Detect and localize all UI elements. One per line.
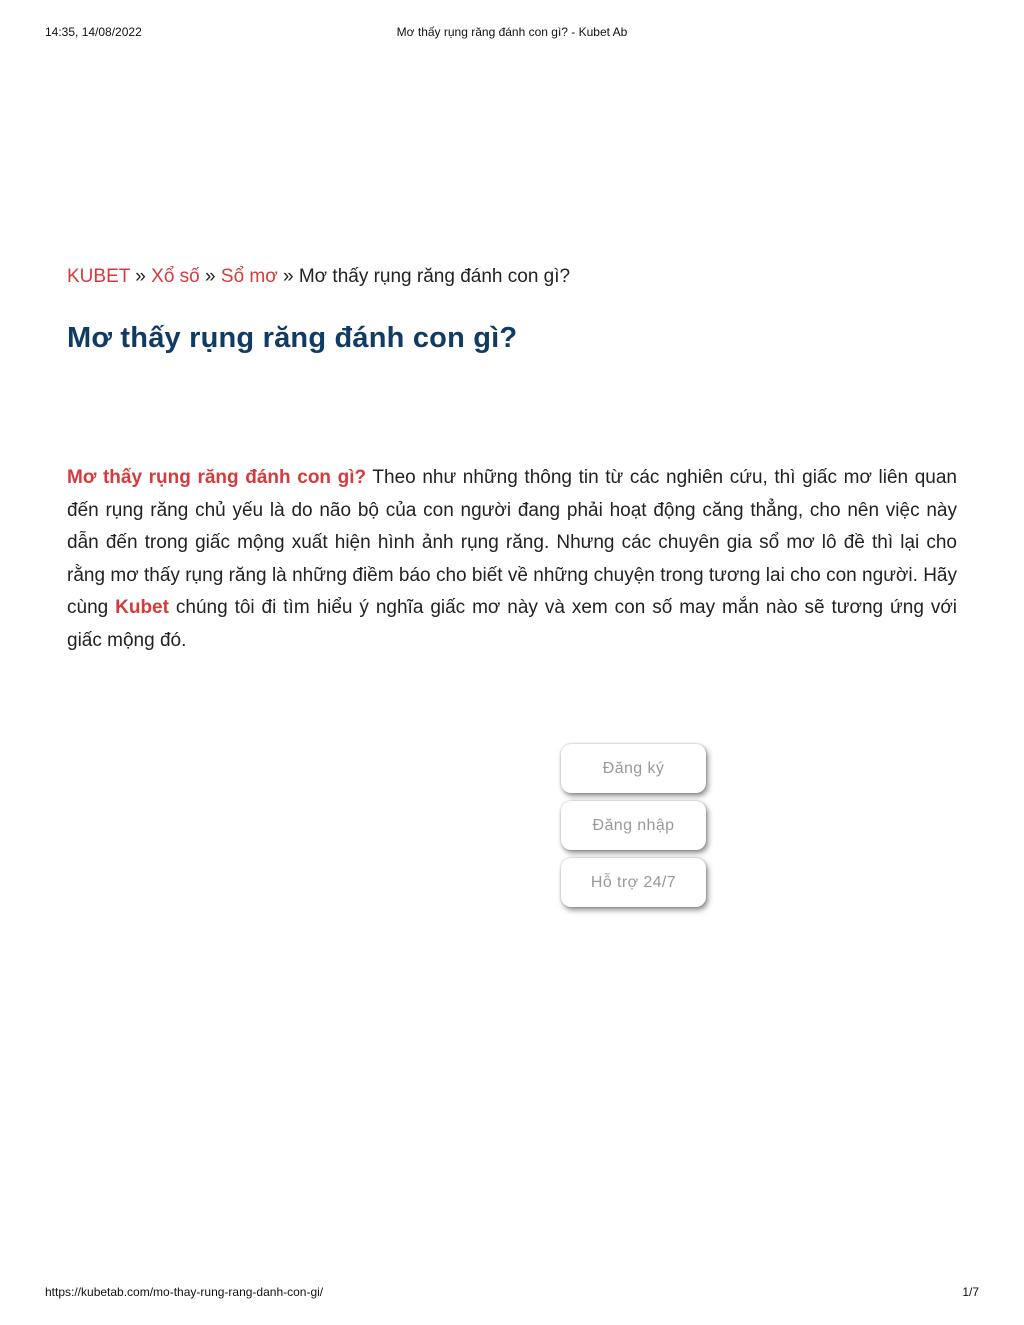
breadcrumb-link-so-mo[interactable]: Sổ mơ xyxy=(220,266,278,287)
print-footer-url: https://kubetab.com/mo-thay-rung-rang-danh-con-gi/ xyxy=(45,1285,324,1299)
login-button[interactable]: Đăng nhập xyxy=(561,801,706,850)
breadcrumb-link-kubet[interactable]: KUBET xyxy=(67,266,131,287)
intro-text-part2: chúng tôi đi tìm hiểu ý nghĩa giấc mơ này và xem con số may mắn nào sẽ tương ứng với giấc mộng đó. xyxy=(67,597,957,651)
breadcrumb-link-xo-so[interactable]: Xổ số xyxy=(151,266,200,287)
article-intro xyxy=(67,462,957,657)
print-page-title: Mơ thấy rụng răng đánh con gì? - Kubet Ab xyxy=(396,25,628,39)
breadcrumb-current: Mơ thấy rụng răng đánh con gì? xyxy=(298,266,571,287)
breadcrumb-separator: » xyxy=(205,266,216,287)
breadcrumb-separator: » xyxy=(282,266,294,287)
article-title: Mơ thấy rụng răng đánh con gì? xyxy=(67,322,518,354)
breadcrumb-separator: » xyxy=(135,266,146,287)
intro-text-part1: Theo như những thông tin từ các nghiên cứu, thì giấc mơ liên quan đến rụng răng chủ yếu là do não bộ của con người đang phải hoạt động căng thẳng, cho nên việc này dẫn đến trong giấc mộng xuất hiện hình ảnh rụng răng. Nhưng các chuyên gia sổ mơ lô đề thì lại cho rằng mơ thấy rụng răng là những điềm báo cho biết về những chuyện trong tương lai cho con người. Hãy cùng xyxy=(67,467,957,618)
support-button[interactable]: Hỗ trợ 24/7 xyxy=(561,858,706,907)
register-button[interactable]: Đăng ký xyxy=(561,744,706,793)
print-page-number: 1/7 xyxy=(962,1285,979,1299)
print-datetime: 14:35, 14/08/2022 xyxy=(45,25,142,39)
intro-brand-link[interactable]: Kubet xyxy=(115,597,169,618)
intro-highlight: Mơ thấy rụng răng đánh con gì? xyxy=(67,467,367,488)
breadcrumb xyxy=(67,266,570,288)
